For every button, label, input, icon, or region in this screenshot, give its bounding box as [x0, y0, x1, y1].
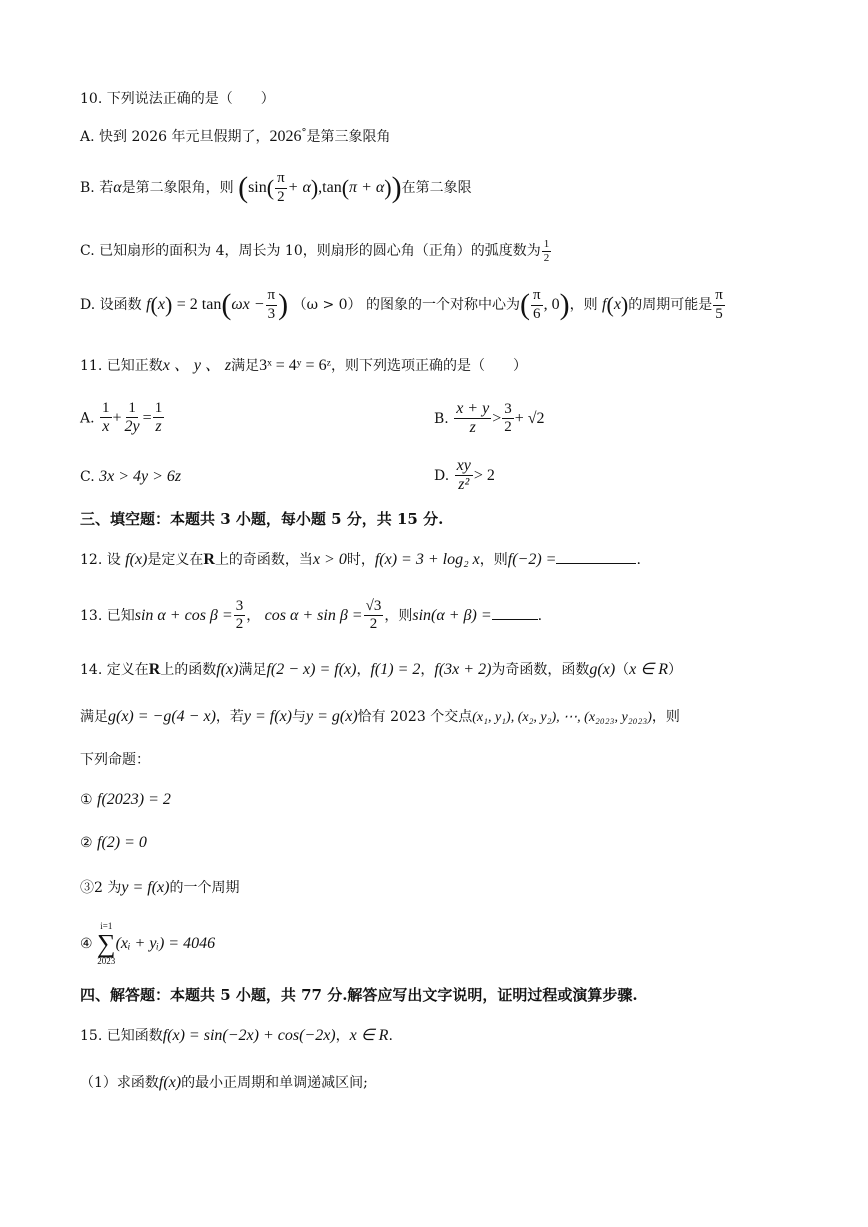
q14-line1: 14. 定义在R上的函数f(x)满足f(2 − x) = f(x)，f(1) = 2，f(3x + 2)为奇函数，函数g(x)（x ∈ R）	[80, 661, 682, 678]
q11-a-plus: +	[112, 409, 122, 427]
q11-b-frac2-num: 3	[502, 401, 514, 419]
q10-a-degree: °	[301, 127, 307, 139]
q14-prefix: 14. 定义在	[80, 662, 149, 678]
q14-o3-math: y = f(x)	[121, 879, 170, 896]
q11-stem-suffix: ，则下列选项正确的是（ ）	[330, 358, 527, 374]
q11-option-a	[80, 400, 165, 437]
q10-b-mid: 是第二象限角，则	[121, 180, 234, 196]
q10-d-lp2: (	[221, 288, 232, 321]
q11-d-frac	[455, 457, 473, 495]
q13-frac1	[234, 598, 246, 634]
q11-a-eq: =	[142, 409, 152, 427]
q11-b-root: + √2	[514, 409, 545, 427]
q14-o4-lower: 2023	[97, 956, 116, 966]
q10-b-frac	[275, 170, 287, 206]
summation-icon	[97, 922, 116, 966]
q10-a-math: 2026	[269, 128, 302, 145]
q13-frac2	[364, 598, 384, 634]
q11-a-frac1	[100, 400, 112, 437]
q10-option-c	[80, 238, 552, 264]
q10-d-frac2-num: π	[531, 287, 543, 305]
q11-b-gt: >	[492, 409, 502, 427]
q10-c-text: C. 已知扇形的面积为 4，周长为 10，则扇形的圆心角（正角）的弧度数为	[80, 243, 541, 260]
q14-l2-b: g(x) = −g(4 − x)	[108, 708, 216, 725]
q14-l2-f: y = g(x)	[306, 708, 358, 725]
q10-d-eq: = 2 tan	[176, 296, 222, 313]
q10-d-period: 的周期可能是	[628, 297, 713, 313]
q10-b-tan-lparen: (	[341, 174, 350, 200]
q10-d-frac3-num: π	[713, 287, 725, 305]
q11-d-rhs: > 2	[473, 466, 495, 484]
q12-mid1: 是定义在	[147, 552, 204, 568]
q10-b-tan-rparen: )	[384, 174, 392, 200]
q14-l2-i: ，则	[651, 709, 680, 725]
q10-d-zero: , 0	[543, 296, 560, 313]
q10-option-d	[80, 287, 726, 323]
q11-option-b	[434, 400, 545, 438]
q10-c-frac	[542, 238, 552, 264]
q10-b-sin: sin	[248, 179, 267, 196]
q11-a-label: A.	[80, 410, 95, 427]
q15-part1	[80, 1073, 368, 1092]
q15-p1-fx: f(x)	[158, 1074, 182, 1091]
q14-o4-label: ④	[80, 936, 98, 952]
q10-d-lp1: (	[150, 291, 158, 317]
q14-o3-suffix: 的一个周期	[169, 880, 240, 896]
q11-d-frac-num: xy	[455, 457, 473, 476]
q10-d-mid: 的图象的一个对称中心为	[366, 297, 520, 313]
q11-option-d	[434, 457, 495, 495]
q15-expr: f(x) = sin(−2x) + cos(−2x)	[162, 1027, 336, 1044]
q11-d-label: D.	[434, 467, 450, 484]
q14-l1-a: 上的函数	[160, 662, 217, 678]
q10-d-rp2: )	[278, 288, 289, 321]
q11-option-c	[80, 467, 181, 486]
q14-l2-h: (x₁, y₁), (x₂, y₂), ⋯, (x₂₀₂₃, y₂₀₂₃)	[472, 710, 652, 725]
q10-d-x2: x	[613, 296, 621, 313]
q13-frac1-den: 2	[235, 616, 244, 633]
q11-stem-eq: 3ˣ = 4ʸ = 6ᶻ	[259, 357, 331, 374]
q12-end: .	[636, 552, 641, 568]
q15-end: .	[388, 1028, 393, 1044]
q14-gx: g(x)	[589, 661, 616, 678]
q14-R: R	[148, 661, 161, 678]
q14-proposition-2	[80, 833, 147, 852]
q10-b-frac-num: π	[275, 170, 287, 188]
q10-b-comma: ,	[318, 179, 323, 196]
q12-expr: f(x) = 3 + log₂ x	[374, 551, 480, 568]
q11-stem-prefix: 11. 已知正数	[80, 358, 163, 374]
q10-d-f: f	[146, 296, 151, 313]
q11-b-frac1-num: x + y	[454, 400, 491, 419]
q14-o2-label: ②	[80, 835, 98, 851]
q10-d-prefix: D. 设函数	[80, 297, 142, 313]
q15-domain: x ∈ R	[349, 1027, 389, 1044]
q10-a-prefix: A. 快到 2026 年元旦假期了，	[80, 129, 270, 145]
q12	[80, 550, 641, 569]
q13-ask: sin(α + β) =	[412, 606, 492, 624]
q13: 13. 已知sin α + cos β = $\frac{3}{2}$ ， cos α + sin β = $\frac{√3}{2}$ ，则sin(α + β) = .	[80, 598, 543, 633]
q12-prefix: 12. 设	[80, 552, 121, 568]
q11-b-frac2	[502, 401, 514, 437]
q11-stem	[80, 356, 527, 375]
q14-l2-a: 满足	[80, 709, 108, 725]
q14-o4-math: (xᵢ + yᵢ) = 4046	[115, 935, 216, 952]
q13-frac2-den: 2	[369, 616, 378, 633]
q14-o3-label: ③2 为	[80, 880, 122, 896]
q11-a-frac3	[153, 400, 165, 437]
q15-prefix: 15. 已知函数	[80, 1028, 163, 1044]
q14-l2-c: ，若	[215, 709, 244, 725]
q14-l2-d: y = f(x)	[243, 708, 293, 725]
q14-o2-math: f(2) = 0	[97, 834, 147, 851]
q10-b-suffix: 在第二象限	[401, 180, 472, 196]
q10-b-tan: tan	[322, 179, 342, 196]
q10-d-frac2-den: 6	[533, 305, 541, 322]
q12-fx: f(x)	[125, 551, 148, 568]
q11-c-expr: 3x > 4y > 6z	[99, 468, 182, 485]
q11-stem-vars: x 、 y 、 z	[162, 357, 232, 374]
q10-option-a	[80, 127, 391, 146]
q14-l1-c: f(2 − x) = f(x)	[266, 661, 357, 678]
q10-d-then: ，则	[569, 297, 598, 313]
q14-l1-f: 为奇函数，函数	[491, 662, 590, 678]
q13-mid: ，则	[384, 607, 413, 624]
q10-d-lp4: (	[606, 291, 614, 317]
q14-line2	[80, 707, 680, 727]
q13-frac2-num: √3	[364, 598, 384, 616]
q13-frac1-num: 3	[234, 598, 246, 616]
q14-l1-b: 满足	[238, 662, 267, 678]
q10-d-cond: （ω > 0）	[292, 297, 362, 313]
q12-mid2: 上的奇函数，当	[214, 552, 313, 568]
q14-l1-g: （	[615, 662, 630, 678]
q10-b-rparen: )	[391, 171, 402, 204]
q14-o1-label: ①	[80, 792, 98, 808]
q14-proposition-1	[80, 790, 171, 809]
q10-c-frac-den: 2	[543, 251, 550, 264]
q10-d-frac1-den: 3	[267, 305, 276, 322]
q10-d-f2: f	[602, 296, 607, 313]
q10-c-frac-num: 1	[543, 238, 550, 250]
q15-mid: ，	[335, 1028, 350, 1044]
q10-d-x: x	[157, 296, 165, 313]
q10-d-lp3: (	[520, 288, 530, 321]
q14-proposition-4	[80, 922, 215, 966]
q10-b-frac-den: 2	[277, 188, 285, 205]
section-fill-in-heading: 三、填空题：本题共 3 小题，每小题 5 分，共 15 分.	[80, 510, 444, 528]
q13-prefix: 13. 已知	[80, 607, 135, 624]
q14-l1-d: f(1) = 2	[370, 661, 421, 678]
q14-o4-upper: i=1	[100, 921, 113, 931]
q10-b-pi-plus-alpha: π + α	[349, 179, 385, 196]
q12-mid3: 时，	[346, 552, 375, 568]
q12-ask: f(−2) =	[507, 551, 557, 568]
q10-b-rparen-inner: )	[310, 174, 319, 200]
q11-a-frac1-num: 1	[100, 400, 112, 418]
q10-b-plus-alpha: + α	[287, 179, 311, 196]
q10-d-frac3	[713, 287, 725, 323]
q12-R: R	[203, 551, 215, 568]
q15-p1-suffix: 的最小正周期和单调递减区间;	[181, 1075, 368, 1091]
q10-b-lparen-inner: (	[266, 174, 275, 200]
q14-l1-i: ）	[667, 662, 682, 678]
q14-l2-g: 恰有 2023 个交点	[357, 709, 473, 725]
q12-cond: x > 0	[312, 551, 347, 568]
q14-fx: f(x)	[216, 661, 239, 678]
q15-p1-prefix: （1）求函数	[80, 1075, 159, 1091]
q11-b-frac2-den: 2	[504, 419, 512, 436]
q10-d-frac2	[531, 287, 543, 323]
section-answer-heading: 四、解答题：本题共 5 小题，共 77 分.解答应写出文字说明，证明过程或演算步骤.	[80, 986, 638, 1004]
q11-stem-mid: 满足	[231, 358, 260, 374]
q14-l1-h: x ∈ R	[629, 661, 668, 678]
q10-d-omega-x: ωx −	[231, 296, 265, 313]
q12-mid4: ，则	[479, 552, 508, 568]
q11-a-frac2	[123, 400, 142, 437]
q11-a-frac2-den: 2y	[124, 418, 140, 436]
q11-b-frac1-den: z	[469, 419, 476, 437]
q10-a-suffix: 是第三象限角	[306, 129, 391, 145]
q10-stem: 10. 下列说法正确的是（ ）	[80, 91, 275, 107]
q13-answer-blank[interactable]	[492, 619, 538, 620]
q10-d-rp1: )	[164, 291, 173, 317]
q11-b-frac1	[454, 400, 491, 438]
sigma-glyph: ∑	[97, 929, 116, 958]
q10-b-prefix: B. 若	[80, 180, 114, 196]
q14-line3: 下列命题：	[80, 752, 150, 768]
q14-o1-math: f(2023) = 2	[97, 791, 171, 808]
q11-a-frac2-num: 1	[126, 400, 138, 418]
q10-d-frac3-den: 5	[715, 305, 723, 322]
q11-b-label: B.	[434, 410, 449, 427]
q13-e2: cos α + sin β =	[264, 606, 363, 624]
q13-end: .	[537, 607, 543, 624]
q10-b-lparen: (	[238, 171, 249, 204]
q11-a-frac1-den: x	[102, 418, 110, 436]
q10-d-rp3: )	[559, 288, 570, 321]
q11-a-frac3-den: z	[155, 418, 162, 436]
q14-proposition-3	[80, 878, 239, 897]
q13-e1: sin α + cos β =	[134, 606, 233, 624]
q11-c-label: C.	[80, 469, 95, 485]
q14-l1-e: f(3x + 2)	[434, 661, 492, 678]
q10-d-frac1-num: π	[266, 287, 278, 305]
q10-option-b	[80, 170, 472, 206]
q11-d-frac-den: z²	[458, 476, 470, 494]
q12-answer-blank[interactable]	[556, 563, 636, 564]
q15-stem	[80, 1026, 393, 1045]
q14-l2-e: 与	[292, 709, 307, 725]
q10-d-frac1	[266, 287, 278, 323]
q11-a-frac3-num: 1	[153, 400, 165, 418]
q10-b-alpha: α	[113, 179, 122, 196]
q10-d-rp4: )	[620, 291, 629, 317]
